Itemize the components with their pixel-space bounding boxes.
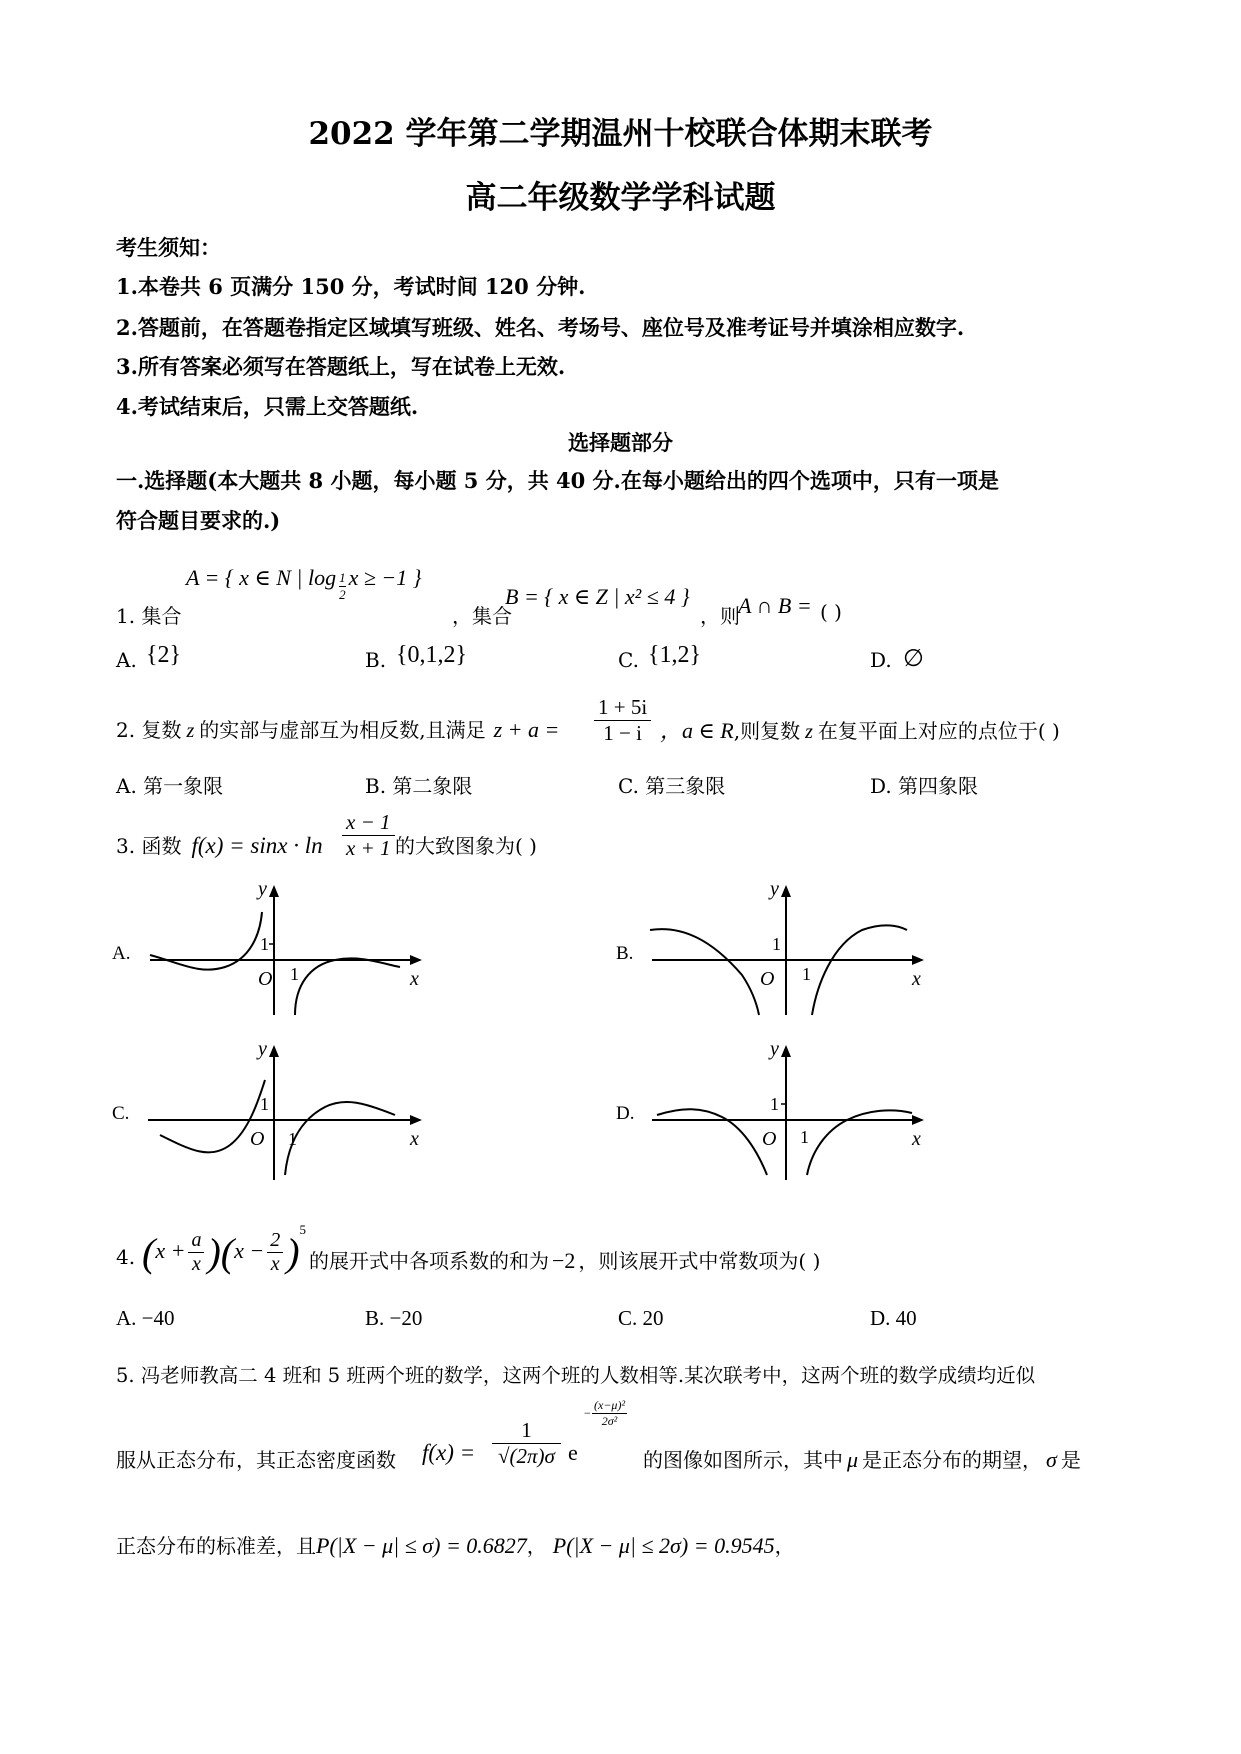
q1-option-d-label: D.	[870, 648, 892, 672]
q1-mid: ，集合	[452, 604, 512, 628]
q3-graph-c	[110, 1035, 440, 1185]
q4-text: 的展开式中各项系数的和为 −2 ，则该展开式中常数项为( )	[309, 1248, 821, 1273]
q2-fraction: 1 + 5i 1 − i	[594, 695, 651, 746]
section-title: 选择题部分	[568, 430, 673, 455]
svg-text:x: x	[410, 968, 419, 990]
q4-number: 4.	[116, 1245, 136, 1269]
q2-text: 2. 复数 z 的实部与虚部互为相反数,且满足 z + a =	[116, 717, 560, 742]
q3-text-1: 3. 函数 f(x) = sinx · ln	[116, 833, 323, 858]
svg-text:x: x	[410, 1128, 419, 1150]
q1-option-c: {1,2}	[648, 642, 702, 668]
q1-option-b: {0,1,2}	[396, 642, 468, 668]
q5-fx: f(x) =	[422, 1440, 476, 1465]
notice-item-4: 4.考试结束后，只需上交答题纸.	[116, 394, 419, 419]
exam-subtitle: 高二年级数学学科试题	[465, 180, 776, 216]
q5-line-3: 正态分布的标准差，且P(|X − μ| ≤ σ) = 0.6827， P(|X − μ| ≤ 2σ) = 0.9545，	[116, 1533, 795, 1558]
section-instruction-line2: 符合题目要求的.)	[116, 508, 281, 533]
q2-option-c: C. 第三象限	[618, 774, 726, 798]
graph-d-label: D.	[616, 1103, 635, 1124]
graph-b-label: B.	[616, 943, 634, 964]
svg-text:1: 1	[260, 934, 269, 954]
svg-text:y: y	[770, 878, 779, 900]
svg-text:O: O	[258, 968, 273, 990]
q5-fraction: 1 √(2π)σ	[492, 1418, 561, 1469]
q1-option-b-label: B.	[365, 648, 387, 672]
q1-tail: ，则	[700, 604, 740, 628]
q1-set-b: B = { x ∈ Z | x² ≤ 4 }	[505, 584, 690, 609]
q5-exponent: − (x−μ)² 2σ²	[584, 1398, 626, 1428]
q4-option-c: C. 20	[618, 1306, 664, 1330]
q1-number: 1. 集合	[116, 604, 182, 628]
svg-text:x: x	[912, 968, 921, 990]
q5-line-2a: 服从正态分布，其正态密度函数	[116, 1448, 396, 1472]
q4-option-b: B. −20	[365, 1306, 423, 1330]
notice-item-3: 3.所有答案必须写在答题纸上，写在试卷上无效.	[116, 354, 566, 379]
svg-text:x: x	[912, 1128, 921, 1150]
q1-option-d: ∅	[903, 646, 924, 672]
svg-text:y: y	[258, 878, 267, 900]
q4-option-a: A. −40	[116, 1306, 175, 1330]
q1-option-c-label: C.	[618, 648, 639, 672]
q4-expression: (x + $\frac{a}{x}$ )(x − $\frac{2}{x}$ )$^5$	[142, 1222, 307, 1276]
q2-option-a: A. 第一象限	[116, 774, 224, 798]
exam-title: 2022 学年第二学期温州十校联合体期末联考	[308, 116, 933, 152]
q1-answer-paren: ( )	[820, 600, 842, 624]
graph-c-label: C.	[112, 1103, 130, 1124]
q1-set-a: A = { x ∈ N | log $\frac{1}{2}$ x ≥ −1 }	[186, 565, 422, 602]
q3-text-2: 的大致图象为( )	[395, 834, 537, 858]
q5-line-2b: 的图像如图所示，其中 μ 是正态分布的期望， σ 是	[643, 1447, 1081, 1472]
svg-text:1: 1	[770, 1094, 779, 1114]
q2-text-2: ，a ∈ R,则复数 z 在复平面上对应的点位于( )	[660, 718, 1060, 743]
q5-e: e	[568, 1440, 578, 1465]
graph-a-label: A.	[112, 943, 131, 964]
q3-fraction: x − 1 x + 1	[342, 810, 395, 861]
svg-text:1: 1	[772, 934, 781, 954]
svg-text:O: O	[762, 1128, 777, 1150]
q3-graph-a	[110, 875, 440, 1025]
svg-text:O: O	[760, 968, 775, 990]
svg-text:y: y	[770, 1038, 779, 1060]
svg-text:1: 1	[288, 1129, 297, 1149]
svg-text:1: 1	[802, 964, 811, 984]
notice-heading: 考生须知：	[116, 235, 221, 260]
svg-text:1: 1	[800, 1127, 809, 1147]
q5-line-1: 5. 冯老师教高二 4 班和 5 班两个班的数学，这两个班的人数相等.某次联考中，这两个班的数学成绩均近似	[116, 1364, 1036, 1387]
q3-graph-d	[612, 1035, 942, 1185]
notice-item-1: 1.本卷共 6 页满分 150 分，考试时间 120 分钟.	[116, 274, 586, 299]
q3-graph-b	[612, 875, 942, 1025]
svg-text:O: O	[250, 1128, 265, 1150]
notice-item-2: 2.答题前，在答题卷指定区域填写班级、姓名、考场号、座位号及准考证号并填涂相应数字.	[116, 315, 965, 340]
section-instruction-line1: 一.选择题(本大题共 8 小题，每小题 5 分，共 40 分.在每小题给出的四个选项中，只有一项是	[116, 468, 999, 493]
q1-option-a: {2}	[146, 642, 182, 668]
q2-option-b: B. 第二象限	[365, 774, 473, 798]
q2-option-d: D. 第四象限	[870, 774, 979, 798]
q1-option-a-label: A.	[116, 648, 137, 672]
q4-option-d: D. 40	[870, 1306, 917, 1330]
svg-text:1: 1	[290, 964, 299, 984]
svg-text:1: 1	[260, 1094, 269, 1114]
svg-text:y: y	[258, 1038, 267, 1060]
q1-expr: A ∩ B =	[738, 593, 812, 618]
